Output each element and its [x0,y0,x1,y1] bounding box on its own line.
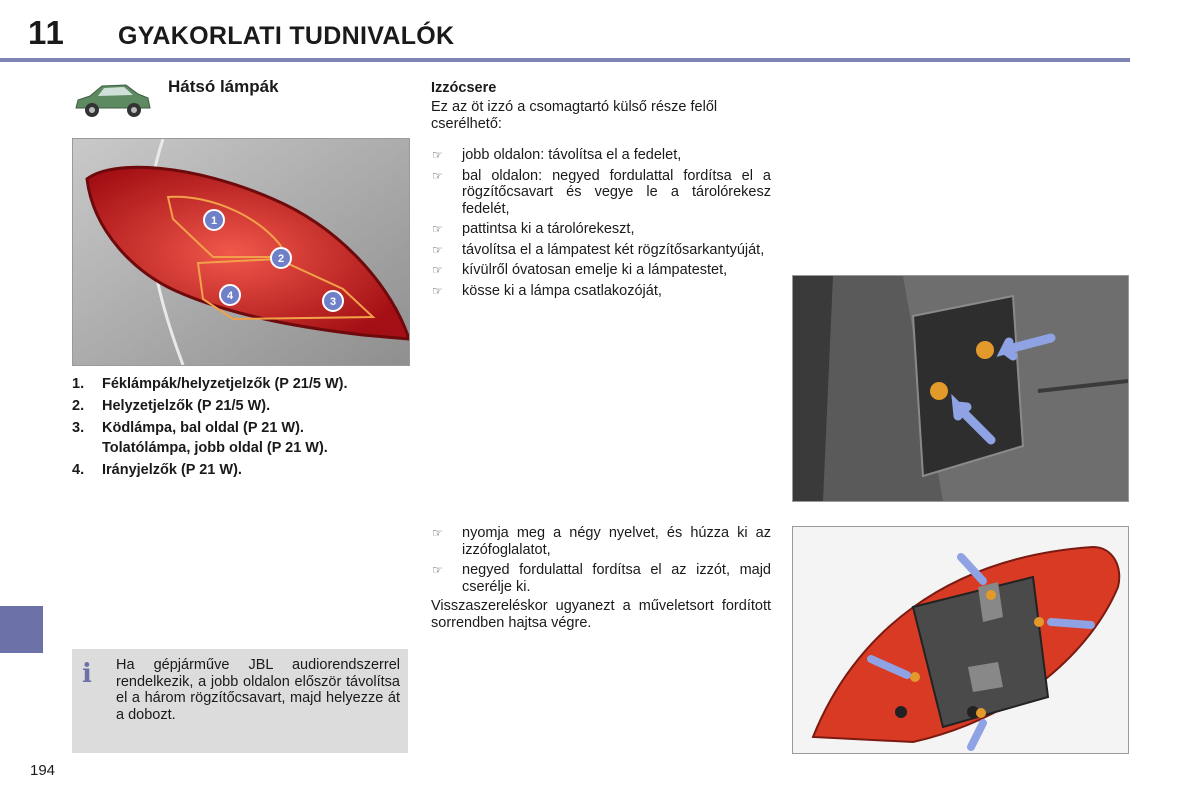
list-item [431,283,771,300]
chapter-side-tab [0,606,43,653]
pointing-hand-icon: ☞ [432,222,443,236]
tail-lamp-diagram [72,138,410,366]
intro-paragraph: Ez az öt izzó a csomagtartó külső része felől cserélhető: [431,99,718,132]
list-item-number: 3. [72,420,85,436]
list-item [431,147,771,164]
section-title: Hátsó lámpák [168,77,279,96]
list-item [72,398,402,414]
list-item [431,262,771,279]
step-text: távolítsa el a lámpatest két rögzítősarkantyúját, [462,241,765,258]
trunk-access-photo [792,275,1129,502]
chapter-number: 11 [28,14,65,51]
step-text: kívülről óvatosan emelje ki a lámpatestet, [462,262,728,278]
list-item-number: 1. [72,376,85,392]
closing-paragraph: Visszaszereléskor ugyanezt a műveletsort fordított sorrendben hajtsa végre. [431,598,771,631]
step-text: pattintsa ki a tárolórekeszt, [462,221,635,237]
list-item-number: 4. [72,462,85,478]
list-item [431,242,771,259]
list-item [72,376,402,392]
list-item [72,420,402,456]
page-number: 194 [30,762,56,779]
pointing-hand-icon: ☞ [432,263,443,277]
list-item [431,221,771,238]
subsection-title: Izzócsere [431,80,497,96]
steps-list-2 [431,525,771,599]
pointing-hand-icon: ☞ [432,148,443,162]
list-item-text: Irányjelzők (P 21 W). [102,462,242,478]
info-icon: i [82,659,92,689]
list-item [431,562,771,595]
callout-3-label: 3 [329,296,337,308]
list-item-text: Helyzetjelzők (P 21/5 W). [102,398,271,414]
pointing-hand-icon: ☞ [432,526,443,540]
bulb-list [72,376,402,484]
list-item [431,168,771,218]
step-text: kösse ki a lámpa csatlakozóját, [462,282,662,299]
step-text: nyomja meg a négy nyelvet, és húzza ki az izzófoglalatot, [462,525,771,558]
rear-lamp-photo [792,526,1129,754]
list-item-text: Ködlámpa, bal oldal (P 21 W). [102,420,304,436]
callout-1-label: 1 [210,215,218,227]
step-text: bal oldalon: negyed fordulattal fordítsa el a rögzítőcsavart és vegye le a tárolórekesz fedelét, [462,167,771,217]
list-item [72,462,402,478]
list-item [431,525,771,558]
pointing-hand-icon: ☞ [432,563,443,577]
pointing-hand-icon: ☞ [432,242,443,257]
car-icon [72,78,152,122]
list-item-subtext: Tolatólámpa, jobb oldal (P 21 W). [102,440,328,456]
header-rule [0,58,1130,62]
steps-list-1 [431,147,771,303]
step-text: negyed fordulattal fordítsa el az izzót, majd cserélje ki. [462,562,771,595]
pointing-hand-icon: ☞ [432,168,443,183]
list-item-text: Féklámpák/helyzetjelzők (P 21/5 W). [102,376,348,392]
chapter-title: GYAKORLATI TUDNIVALÓK [118,22,455,50]
callout-2-label: 2 [277,253,285,265]
step-text: jobb oldalon: távolítsa el a fedelet, [462,147,682,163]
info-box [72,649,408,753]
list-item-number: 2. [72,398,85,414]
info-text: Ha gépjárműve JBL audiorendszerrel rendelkezik, a jobb oldalon először távolítsa el a három rögzítőcsavart, majd helyezze át a dobozt. [116,657,400,723]
callout-4-label: 4 [226,290,234,302]
pointing-hand-icon: ☞ [432,283,443,298]
